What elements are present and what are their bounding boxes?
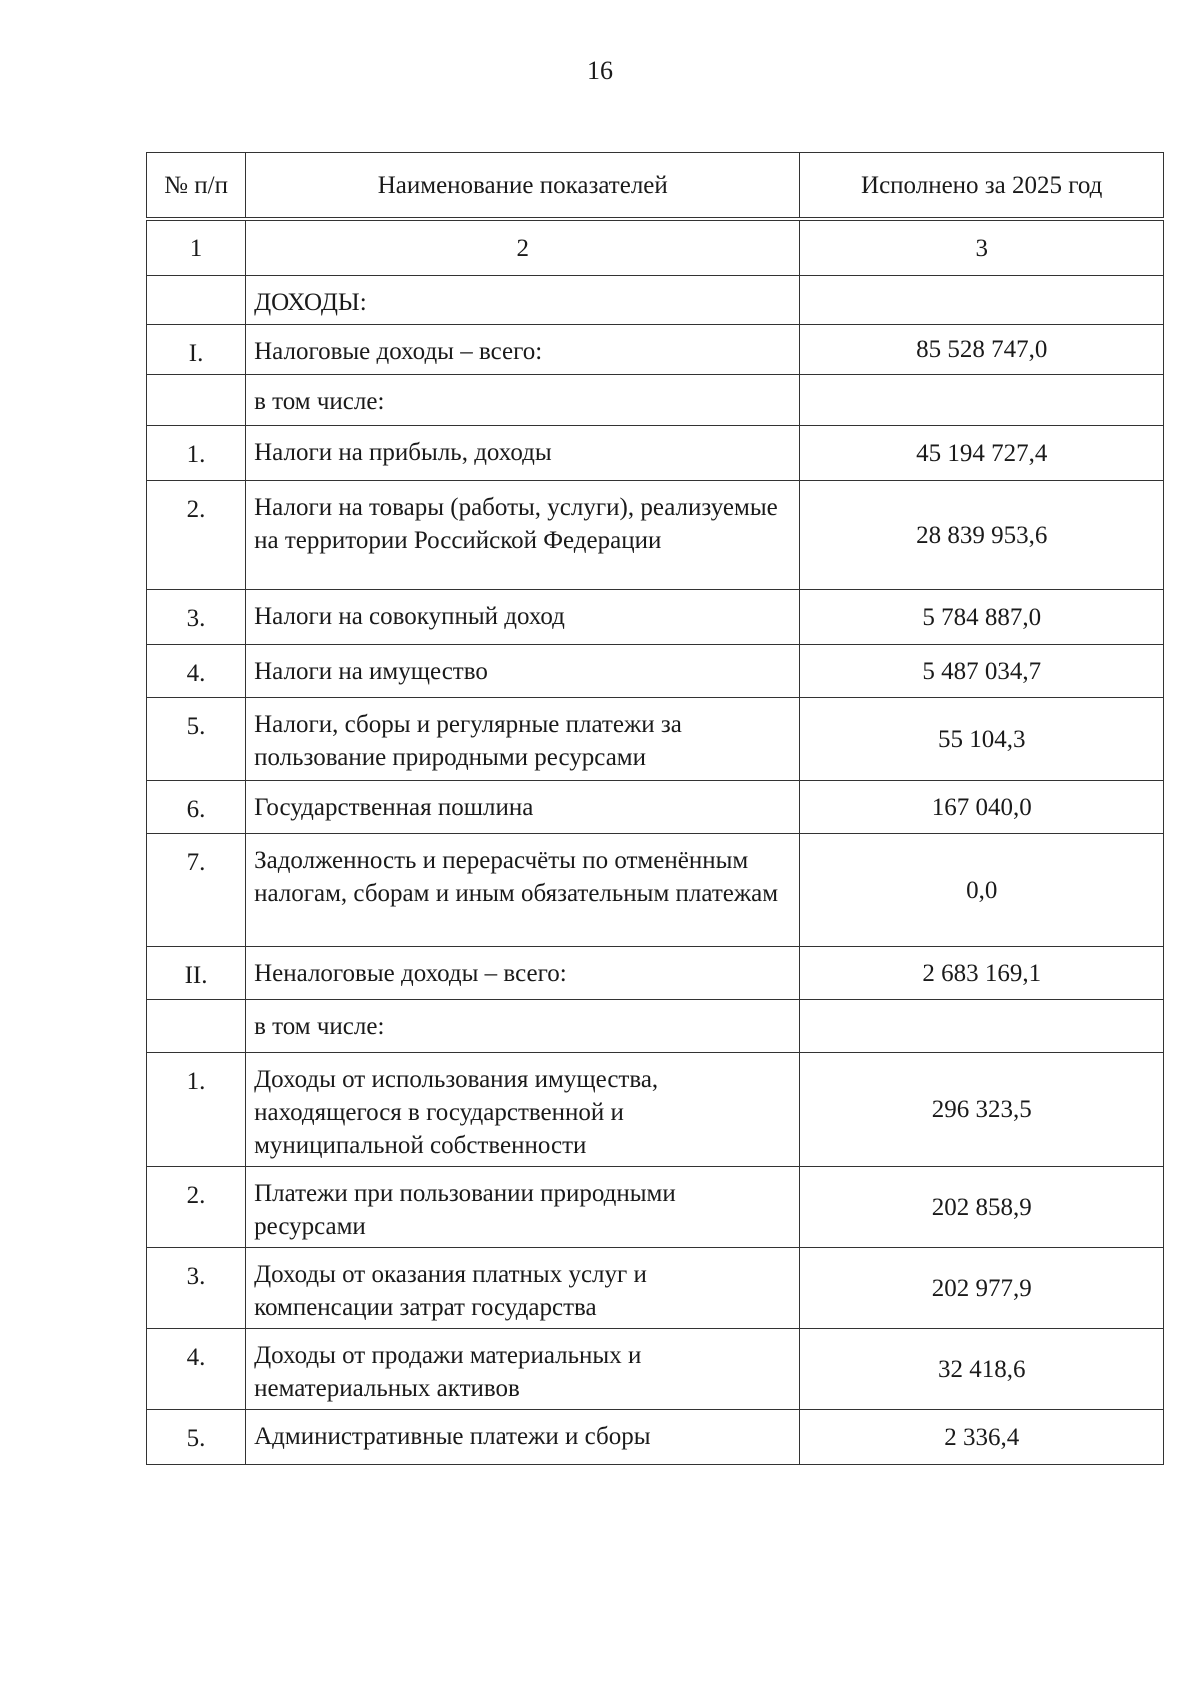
table-row <box>147 325 1164 375</box>
page-number: 16 <box>587 56 613 85</box>
row-value <box>800 276 1164 325</box>
header-value: Исполнено за 2025 год <box>800 153 1164 220</box>
row-name: Налоги на имущество <box>246 645 800 698</box>
row-num: 2. <box>147 481 246 590</box>
table-row <box>147 834 1164 947</box>
row-name: Платежи при пользовании природными ресурсами <box>246 1167 800 1248</box>
index-name: 2 <box>246 219 800 276</box>
row-num: 7. <box>147 834 246 947</box>
index-num: 1 <box>147 219 246 276</box>
row-value: 296 323,5 <box>800 1053 1164 1167</box>
row-name: Задолженность и перерасчёты по отменённым налогам, сборам и иным обязательным платежам <box>246 834 800 947</box>
table-row <box>147 1167 1164 1248</box>
table-row <box>147 645 1164 698</box>
row-name: Государственная пошлина <box>246 781 800 834</box>
row-num <box>147 276 246 325</box>
row-num: 5. <box>147 698 246 781</box>
table-row <box>147 1329 1164 1410</box>
table-row <box>147 481 1164 590</box>
row-name: в том числе: <box>246 1000 800 1053</box>
header-name: Наименование показателей <box>246 153 800 220</box>
row-name: Доходы от оказания платных услуг и компенсации затрат государства <box>246 1248 800 1329</box>
table-row <box>147 426 1164 481</box>
row-num: I. <box>147 325 246 375</box>
row-value: 32 418,6 <box>800 1329 1164 1410</box>
row-value: 5 487 034,7 <box>800 645 1164 698</box>
row-name: Неналоговые доходы – всего: <box>246 947 800 1000</box>
row-num <box>147 375 246 426</box>
table-row <box>147 781 1164 834</box>
row-num: 5. <box>147 1410 246 1465</box>
header-num: № п/п <box>147 153 246 220</box>
row-num: II. <box>147 947 246 1000</box>
row-value: 2 336,4 <box>800 1410 1164 1465</box>
row-value: 202 977,9 <box>800 1248 1164 1329</box>
row-name: Налоги, сборы и регулярные платежи за пользование природными ресурсами <box>246 698 800 781</box>
table-row <box>147 1053 1164 1167</box>
row-value <box>800 1000 1164 1053</box>
row-value: 45 194 727,4 <box>800 426 1164 481</box>
row-name: Налоги на товары (работы, услуги), реализуемые на территории Российской Федерации <box>246 481 800 590</box>
table-body <box>147 276 1164 1465</box>
row-name: Доходы от использования имущества, находящегося в государственной и муниципальной собственности <box>246 1053 800 1167</box>
table-row <box>147 375 1164 426</box>
row-value: 28 839 953,6 <box>800 481 1164 590</box>
row-num <box>147 1000 246 1053</box>
row-num: 4. <box>147 1329 246 1410</box>
row-name: Налоги на прибыль, доходы <box>246 426 800 481</box>
row-num: 3. <box>147 590 246 645</box>
row-num: 3. <box>147 1248 246 1329</box>
row-name: Налоговые доходы – всего: <box>246 325 800 375</box>
row-value: 202 858,9 <box>800 1167 1164 1248</box>
table-row <box>147 698 1164 781</box>
row-value: 55 104,3 <box>800 698 1164 781</box>
row-value: 85 528 747,0 <box>800 325 1164 375</box>
table-header-row <box>147 153 1164 220</box>
row-name: Налоги на совокупный доход <box>246 590 800 645</box>
row-name: Административные платежи и сборы <box>246 1410 800 1465</box>
table-row <box>147 1410 1164 1465</box>
revenue-table <box>146 152 1164 1465</box>
index-value: 3 <box>800 219 1164 276</box>
column-index-row <box>147 219 1164 276</box>
row-name: ДОХОДЫ: <box>246 276 800 325</box>
row-value: 5 784 887,0 <box>800 590 1164 645</box>
row-value <box>800 375 1164 426</box>
row-name: Доходы от продажи материальных и нематериальных активов <box>246 1329 800 1410</box>
table-row <box>147 590 1164 645</box>
table-row <box>147 276 1164 325</box>
table-row <box>147 947 1164 1000</box>
table-row <box>147 1248 1164 1329</box>
table-row <box>147 1000 1164 1053</box>
row-num: 6. <box>147 781 246 834</box>
row-value: 2 683 169,1 <box>800 947 1164 1000</box>
row-num: 1. <box>147 1053 246 1167</box>
row-num: 4. <box>147 645 246 698</box>
row-name: в том числе: <box>246 375 800 426</box>
row-value: 0,0 <box>800 834 1164 947</box>
row-value: 167 040,0 <box>800 781 1164 834</box>
row-num: 2. <box>147 1167 246 1248</box>
row-num: 1. <box>147 426 246 481</box>
